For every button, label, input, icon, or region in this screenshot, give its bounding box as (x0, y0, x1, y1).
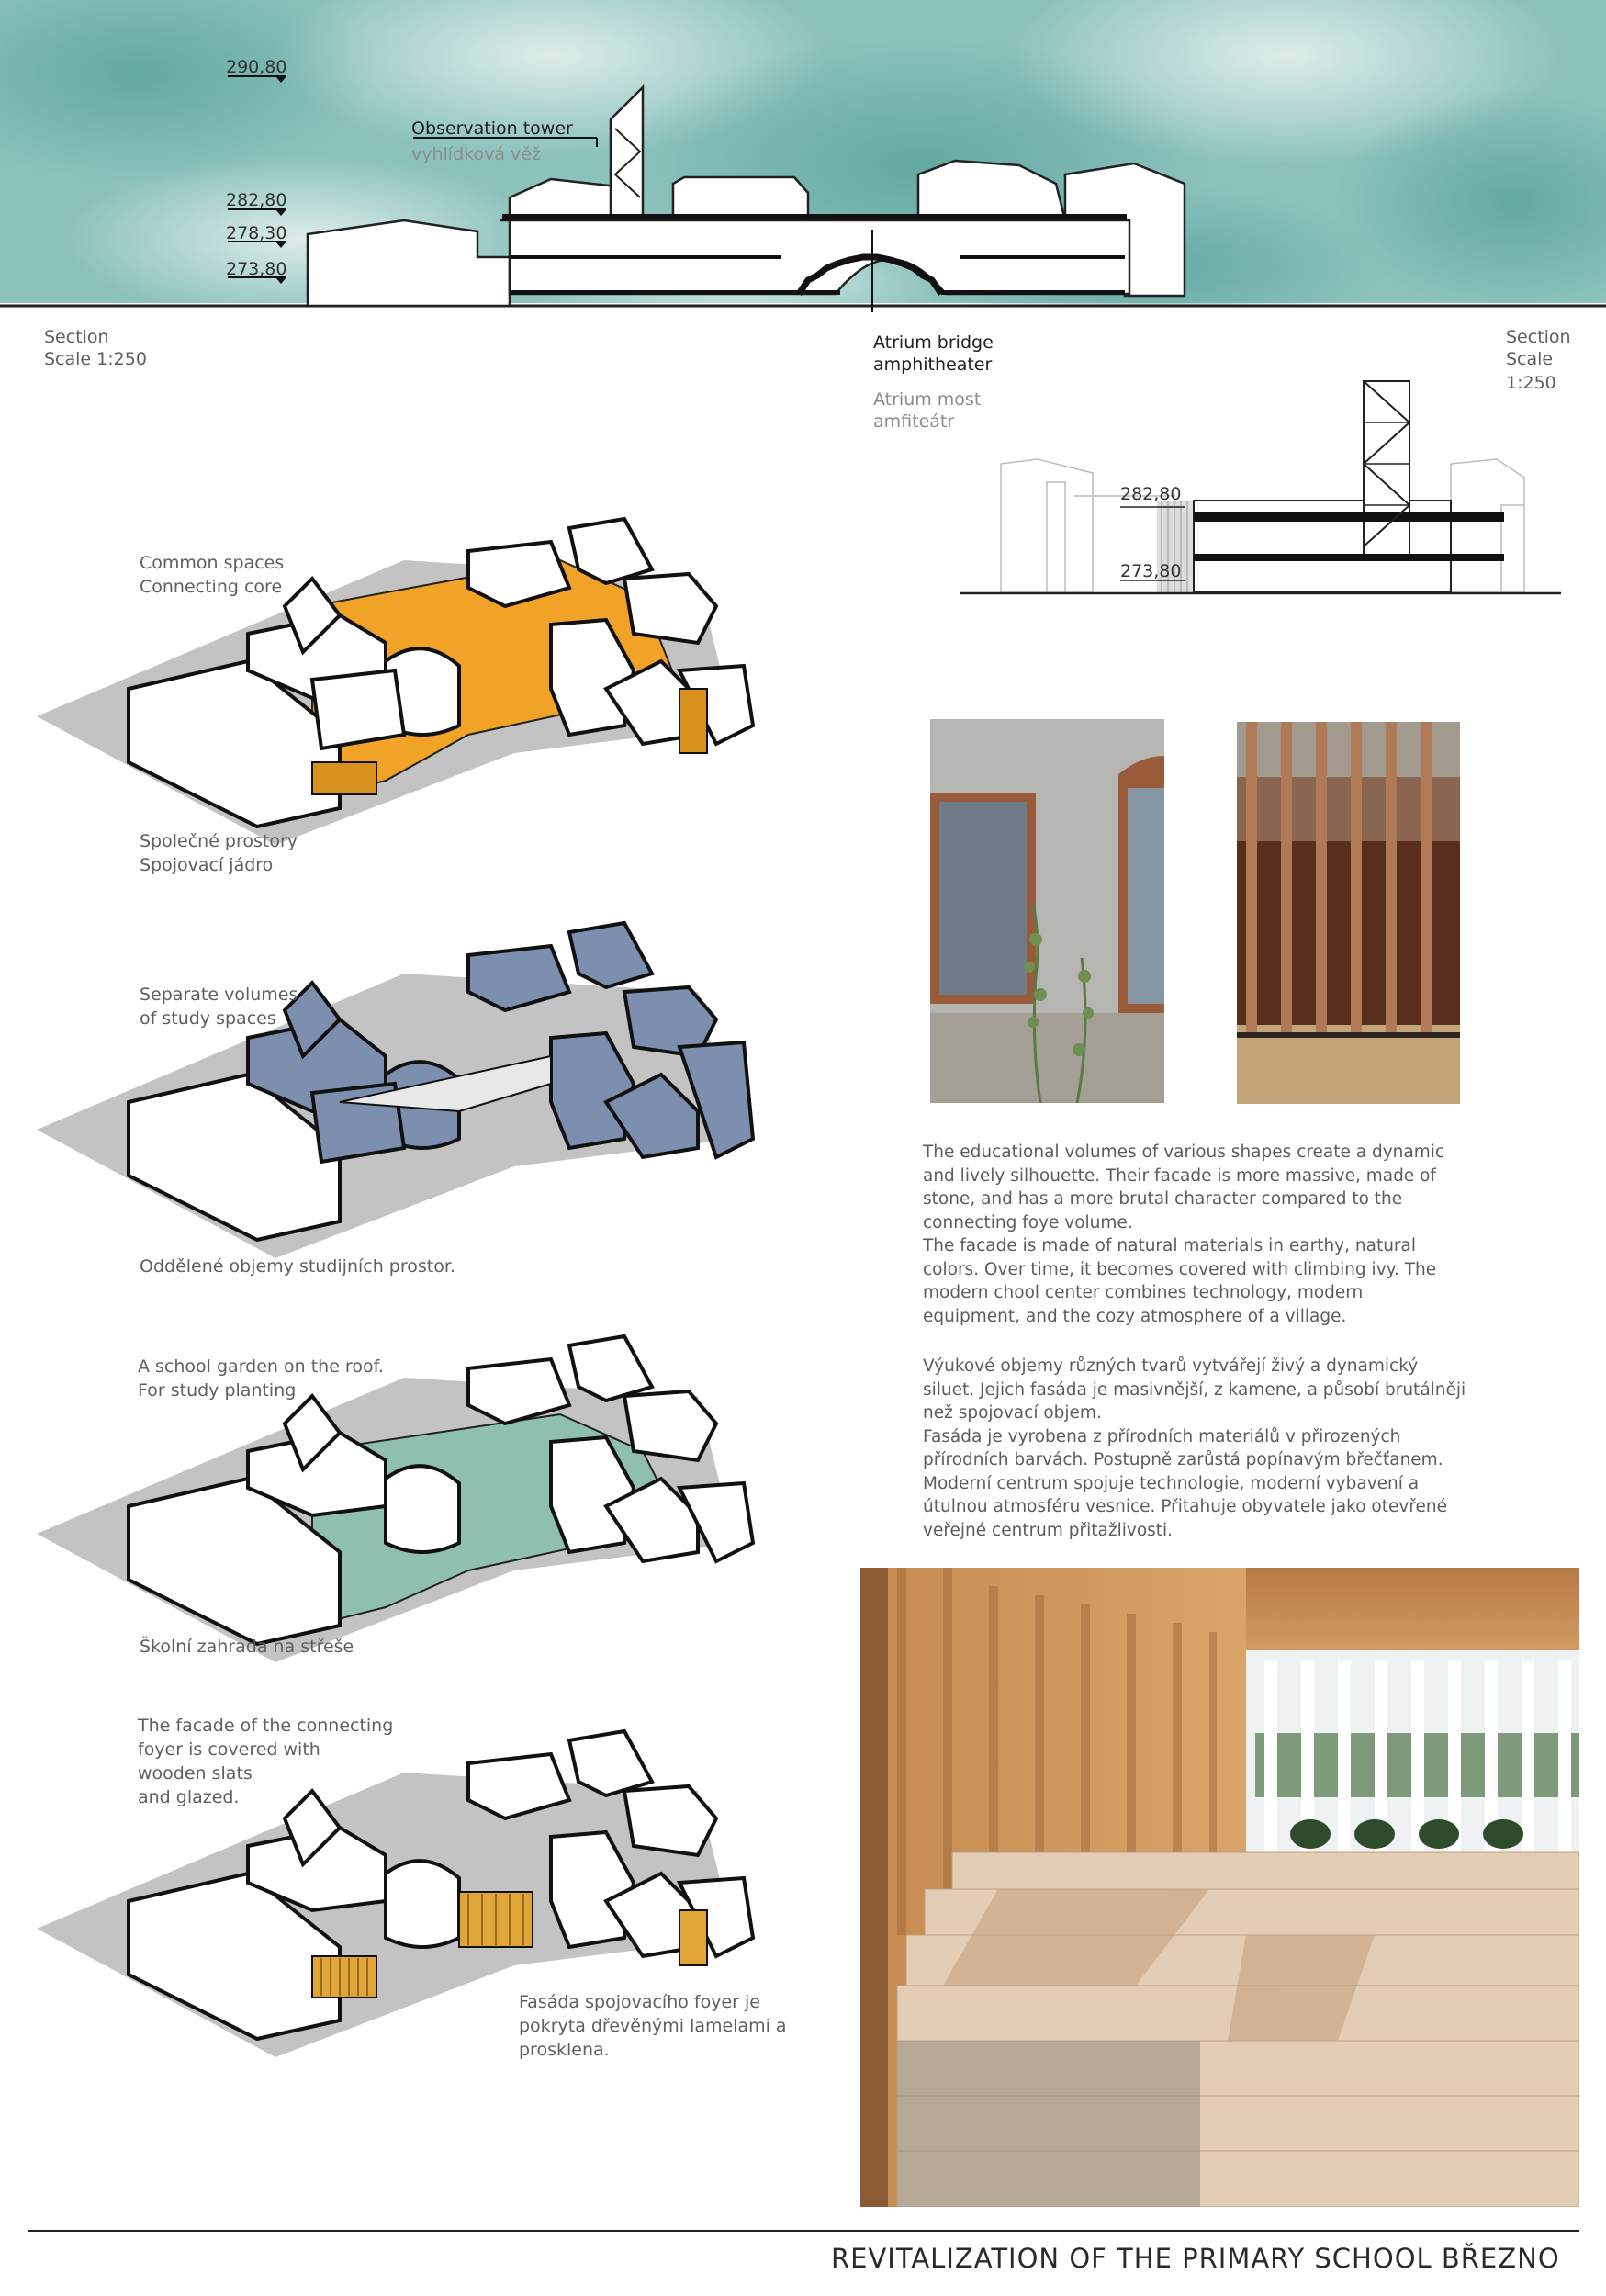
description-cz-p1: Výukové objemy různých tvarů vytvářejí živý a dynamický siluet. Jejich fasáda je masivnější, z kamene, a působí brutálněji než spojovací objem. (923, 1356, 1466, 1423)
diagram-1-label-en-2: Connecting core (140, 577, 283, 597)
diagram-3-label-cz-1: Školní zahrada na střeše (140, 1637, 354, 1657)
description-cz (923, 1355, 1474, 1542)
level-label: 290,80 (226, 57, 287, 77)
diagram-2-label-cz-1: Oddělené objemy studijních prostor. (140, 1256, 455, 1277)
description-en-p2: The facade is made of natural materials in earthy, natural colors. Over time, it becomes covered with climbing ivy. The modern chool center combines technology, modern equipment, and the cozy atmosphere of a village. (923, 1236, 1437, 1326)
bridge-label-cz-2: amfiteátr (873, 411, 955, 432)
diagram-4-label-cz-2: pokryta dřevěnými lamelami a (519, 2016, 787, 2036)
level-label: 273,80 (226, 259, 287, 279)
level-label: 278,30 (226, 223, 287, 243)
diagram-4-label-en-2: foyer is covered with (138, 1739, 320, 1760)
level-label: 282,80 (226, 190, 287, 210)
description-cz-p2: Fasáda je vyrobena z přírodních materiálů v přirozených přírodních barvách. Postupně zarůstá popínavým břečťanem. Moderní centrum spojuje technologie, moderní vybavení a útulnou atmosféru vesnice. Přitahuje obyvatele jako otevřené veřejné centrum přitažlivosti. (923, 1426, 1447, 1540)
diagram-4-label-cz-3: prosklena. (519, 2040, 610, 2060)
footer-rule (28, 2230, 1579, 2232)
diagram-1-label-cz-2: Spojovací jádro (140, 855, 274, 875)
diagram-4-label-cz-1: Fasáda spojovacího foyer je (519, 1992, 760, 2012)
tower-label-en: Observation tower (411, 118, 573, 139)
description-en (923, 1141, 1465, 1328)
axo-diagram-2 (37, 918, 771, 1267)
bridge-label-en-2: amphitheater (873, 355, 993, 375)
diagram-3-label-en-2: For study planting (138, 1380, 297, 1401)
bridge-label-en-1: Atrium bridge (873, 332, 994, 353)
diagram-4-label-en-4: and glazed. (138, 1787, 240, 1807)
diagram-1-label-en-1: Common spaces (140, 553, 285, 573)
diagram-4-label-en-3: wooden slats (138, 1763, 253, 1784)
bridge-label-cz-1: Atrium most (873, 389, 982, 410)
description-en-p1: The educational volumes of various shapes create a dynamic and lively silhouette. Their facade is more massive, made of stone, and has a more brutal character compared to the connecting foye volume. (923, 1142, 1445, 1232)
diagram-2-label-en-2: of study spaces (140, 1008, 276, 1029)
photo-wooden-slats (1237, 722, 1460, 1104)
diagram-4-label-en-1: The facade of the connecting (138, 1716, 394, 1736)
poster-title: REVITALIZATION OF THE PRIMARY SCHOOL BŘEZNO (831, 2243, 1560, 2274)
diagram-1-label-cz-1: Společné prostory (140, 831, 298, 851)
section-label-right: Section (1506, 327, 1571, 347)
level-label-small: 282,80 (1120, 484, 1182, 504)
section-label-left: Section (44, 327, 109, 347)
level-label-small: 273,80 (1120, 561, 1182, 581)
section-scale-left: Scale 1:250 (44, 349, 147, 369)
photo-stone-facade (930, 719, 1164, 1103)
diagram-3-label-en-1: A school garden on the roof. (138, 1356, 384, 1377)
tower-label-cz: vyhlídková věž (411, 144, 541, 164)
interior-amphitheater-render (860, 1568, 1579, 2207)
section-scale-right: Scale 1:250 (1506, 349, 1556, 393)
diagram-2-label-en-1: Separate volumes (140, 985, 298, 1005)
section-drawing-small (955, 372, 1579, 602)
